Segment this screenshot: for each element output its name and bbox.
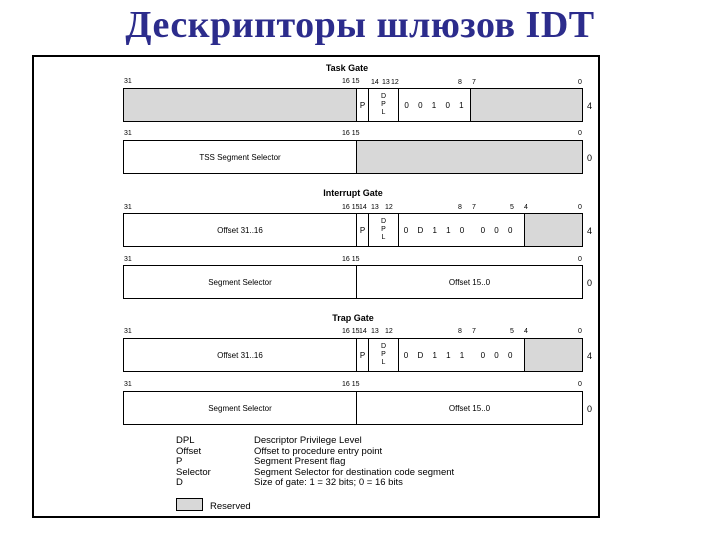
trap-gate-high-dword (123, 338, 583, 372)
bit-number: 31 (124, 256, 132, 263)
legend-desc: Offset to procedure entry point (254, 445, 383, 457)
bit-number: 8 (458, 204, 462, 211)
bit-number: 31 (124, 204, 132, 211)
bit-number: 13 (371, 328, 379, 335)
zero-bits: 0 0 0 (480, 225, 514, 235)
bit-number: 14 (359, 328, 367, 335)
legend-desc: Size of gate: 1 = 32 bits; 0 = 16 bits (254, 477, 403, 488)
bit-number: 16 15 (342, 381, 360, 388)
bit-number: 12 (385, 204, 393, 211)
reserved-label: Reserved (210, 501, 251, 512)
bit-number: 0 (578, 204, 582, 211)
bit-number: 14 (371, 79, 379, 86)
legend-term: P (176, 456, 183, 467)
bit-number: 16 15 (342, 78, 360, 85)
bit-number: 0 (578, 79, 582, 86)
dword-offset: 4 (587, 226, 593, 236)
bit-number: 7 (472, 328, 476, 335)
zero-bits: 0 0 0 (480, 350, 514, 360)
bit-number: 31 (124, 78, 132, 85)
bit-number: 8 (458, 328, 462, 335)
bit-number: 31 (124, 328, 132, 335)
task-gate-low-dword (123, 140, 583, 174)
present-flag: P (356, 89, 368, 121)
bit-number: 16 15 (342, 328, 360, 335)
dword-offset: 0 (587, 153, 593, 163)
reserved-swatch (176, 498, 203, 511)
offset-high: Offset 31..16 (217, 350, 263, 360)
segment-selector: Segment Selector (208, 277, 272, 287)
reserved-field (524, 214, 582, 246)
bit-number: 13 (371, 204, 379, 211)
bit-number: 7 (472, 204, 476, 211)
dword-offset: 0 (587, 278, 593, 288)
bit-number: 31 (124, 381, 132, 388)
bit-number: 4 (524, 328, 528, 335)
legend-desc: Segment Selector for destination code segment (254, 466, 455, 478)
dpl-field: D P L (368, 339, 398, 371)
bit-number: 0 (578, 328, 582, 335)
task-gate-title: Task Gate (325, 63, 369, 73)
page-title: Дескрипторы шлюзов IDT (125, 4, 595, 46)
legend-term: Selector (176, 466, 211, 478)
segment-selector: Segment Selector (208, 403, 272, 413)
bit-number: 0 (578, 130, 582, 137)
present-flag: P (356, 214, 368, 246)
legend-term: Offset (176, 445, 202, 457)
reserved-field (356, 141, 582, 173)
offset-low: Offset 15..0 (356, 392, 582, 424)
interrupt-gate-title: Interrupt Gate (323, 188, 383, 198)
type-bits: 0 D 1 1 0 (398, 214, 470, 246)
dpl-field: D P L (368, 89, 398, 121)
legend-term: DPL (176, 435, 195, 446)
bit-number: 14 (359, 204, 367, 211)
dword-offset: 4 (587, 101, 593, 111)
legend-term: D (176, 477, 183, 488)
bit-number: 31 (124, 130, 132, 137)
offset-high: Offset 31..16 (217, 225, 263, 235)
legend-desc: Segment Present flag (254, 456, 346, 467)
bit-number: 4 (524, 204, 528, 211)
type-bits: 0 D 1 1 1 (398, 339, 470, 371)
offset-low: Offset 15..0 (356, 266, 582, 298)
legend-desc: Descriptor Privilege Level (254, 435, 362, 446)
interrupt-gate-low-dword (123, 265, 583, 299)
bit-number: 5 (510, 328, 514, 335)
trap-gate-title: Trap Gate (332, 313, 374, 323)
reserved-field (124, 89, 356, 121)
dword-offset: 0 (587, 404, 593, 414)
reserved-field (524, 339, 582, 371)
bit-number: 12 (391, 79, 399, 86)
type-bits: 0 0 1 0 1 (398, 89, 470, 121)
bit-number: 12 (385, 328, 393, 335)
interrupt-gate-high-dword (123, 213, 583, 247)
present-flag: P (356, 339, 368, 371)
reserved-field (470, 89, 582, 121)
bit-number: 16 15 (342, 204, 360, 211)
bit-number: 7 (472, 79, 476, 86)
bit-number: 5 (510, 204, 514, 211)
dword-offset: 4 (587, 351, 593, 361)
bit-number: 0 (578, 381, 582, 388)
bit-number: 16 15 (342, 130, 360, 137)
bit-number: 13 (382, 79, 390, 86)
trap-gate-low-dword (123, 391, 583, 425)
tss-segment-selector: TSS Segment Selector (199, 152, 281, 162)
bit-number: 0 (578, 256, 582, 263)
dpl-field: D P L (368, 214, 398, 246)
bit-number: 8 (458, 79, 462, 86)
bit-number: 16 15 (342, 256, 360, 263)
task-gate-high-dword (123, 88, 583, 122)
